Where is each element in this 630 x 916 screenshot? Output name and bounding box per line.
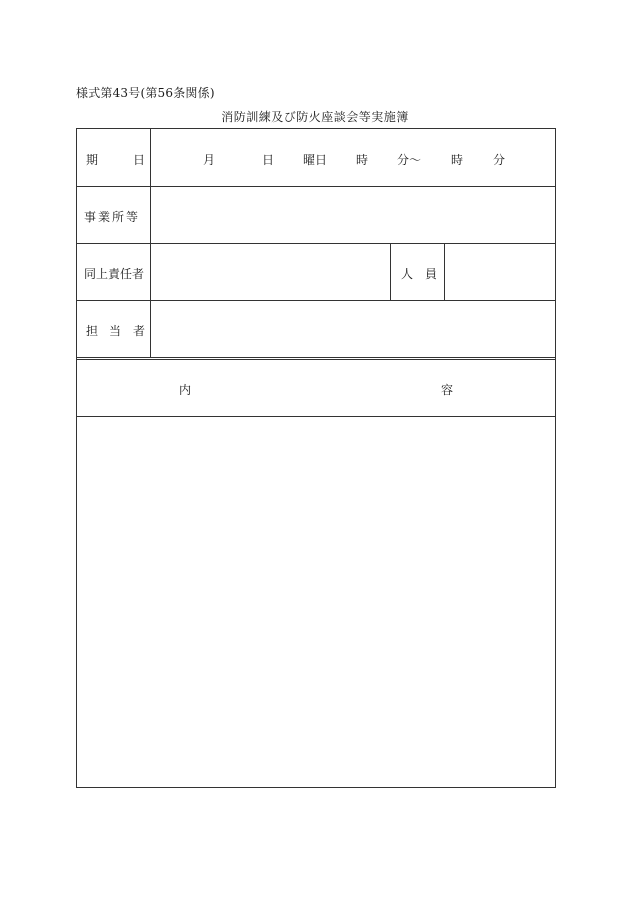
date-weekday[interactable]: 曜日 — [303, 153, 328, 167]
people-label-right-divider — [444, 243, 445, 300]
row-divider-4a — [77, 357, 555, 358]
row-divider-4b — [77, 359, 555, 360]
label-column-divider — [150, 129, 151, 358]
people-label-1: 人 — [401, 267, 414, 281]
establishment-label: 事業所等 — [84, 210, 141, 224]
row-divider-5 — [77, 416, 555, 417]
people-field[interactable] — [446, 245, 555, 299]
date-month[interactable]: 月 — [203, 153, 216, 167]
content-label-2: 容 — [441, 383, 454, 397]
time-start-hour[interactable]: 時 — [356, 153, 369, 167]
person-in-charge-label-1: 担 — [86, 324, 99, 338]
content-label-1: 内 — [179, 383, 192, 397]
date-day[interactable]: 日 — [262, 153, 275, 167]
establishment-field[interactable] — [152, 188, 555, 242]
date-label-2: 日 — [133, 153, 146, 167]
responsible-label: 同上責任者 — [84, 267, 145, 281]
time-end-minute[interactable]: 分 — [493, 153, 506, 167]
time-end-hour[interactable]: 時 — [451, 153, 464, 167]
form-title: 消防訓練及び防火座談会等実施簿 — [221, 110, 409, 124]
responsible-field[interactable] — [152, 245, 389, 299]
form-number: 様式第43号(第56条関係) — [76, 86, 215, 100]
row-divider-2 — [77, 243, 555, 244]
person-in-charge-label-3: 者 — [133, 324, 146, 338]
row-divider-3 — [77, 300, 555, 301]
date-label-1: 期 — [86, 153, 99, 167]
row-divider-1 — [77, 186, 555, 187]
people-label-2: 員 — [425, 267, 438, 281]
person-in-charge-field[interactable] — [152, 302, 555, 356]
person-in-charge-label-2: 当 — [109, 324, 122, 338]
content-area[interactable] — [78, 418, 554, 786]
time-start-minute[interactable]: 分～ — [397, 153, 422, 167]
people-label-left-divider — [390, 243, 391, 300]
record-form — [76, 128, 556, 788]
